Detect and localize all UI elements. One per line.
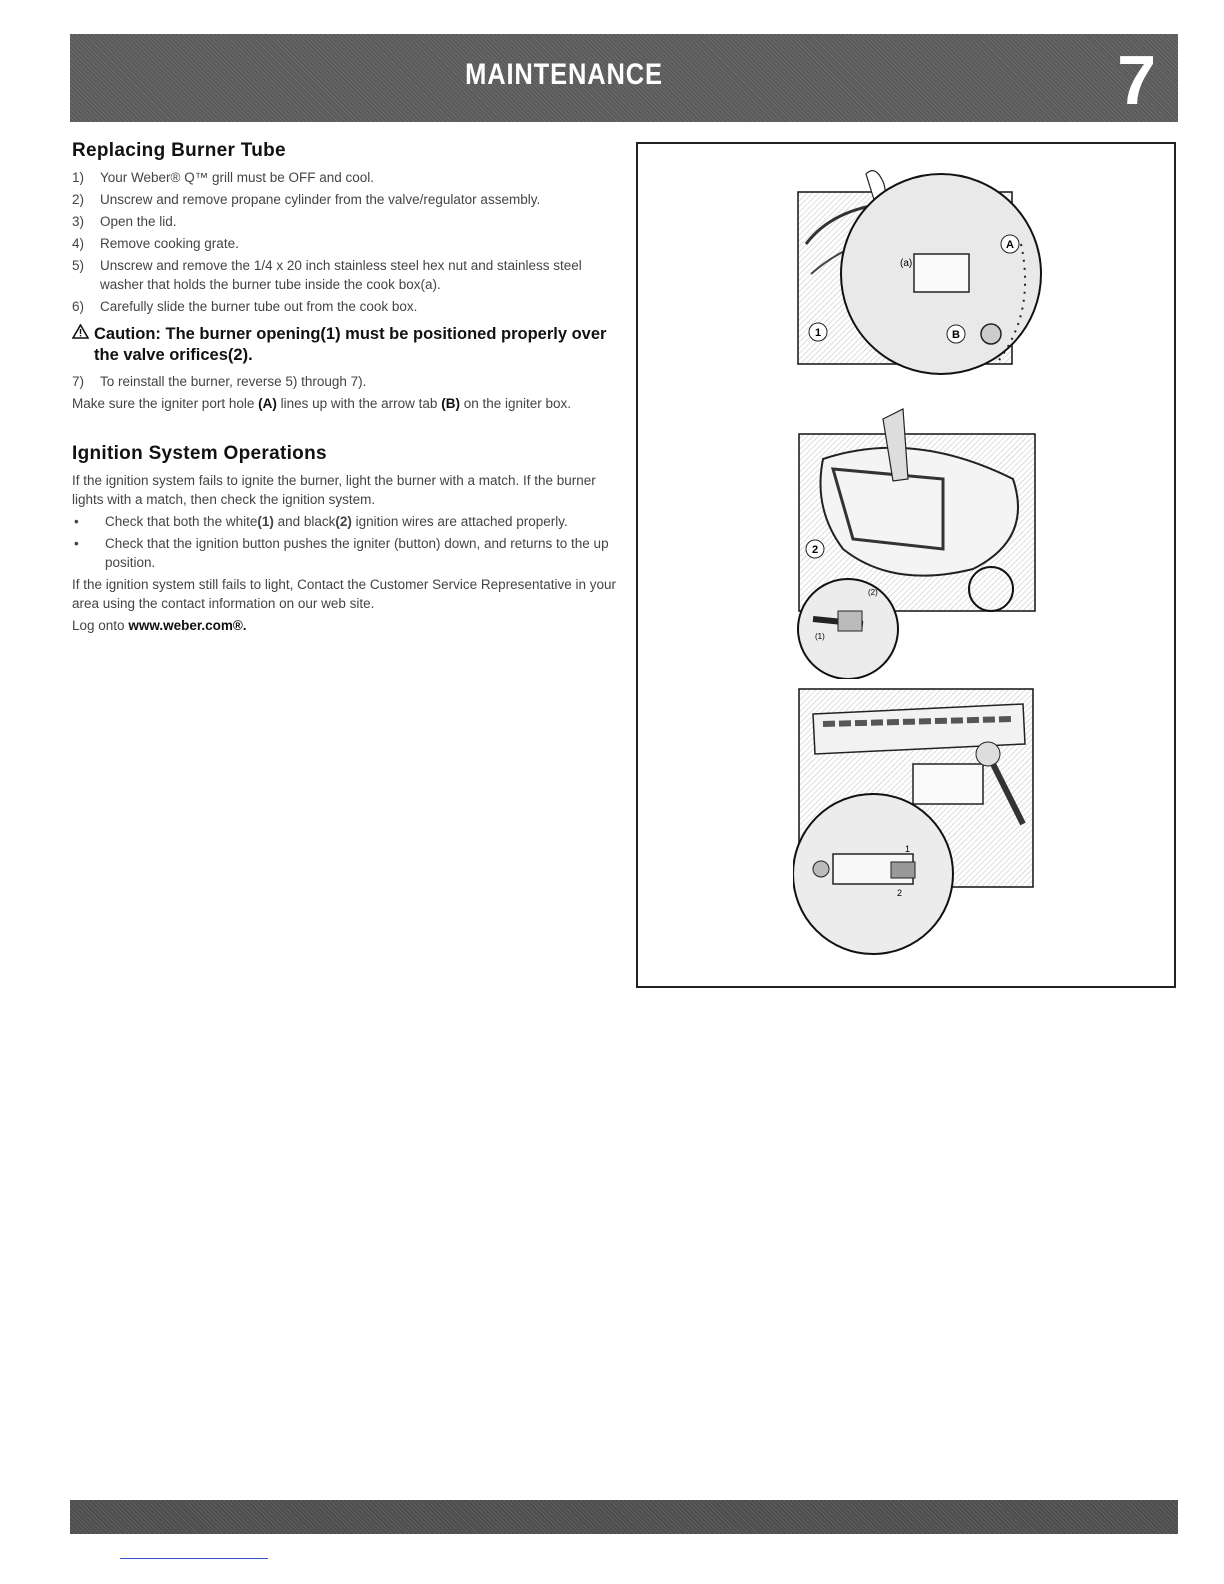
divider [120,1558,268,1559]
section-title: MAINTENANCE [465,58,663,91]
fig1-step: 1 [814,327,822,339]
step-item: 2) Unscrew and remove propane cylinder from the valve/regulator assembly. [72,192,541,207]
fig2-step: 2 [811,544,819,556]
step-item: 6) Carefully slide the burner tube out from the cook box. [72,299,418,314]
fig1-label-b: B [952,329,960,341]
step-item: 5) Unscrew and remove the 1/4 x 20 inch stainless steel hex nut and stainless steel washer that holds the burner tube inside the cook box(a). [72,258,582,292]
contact-note: If the ignition system still fails to light, Contact the Customer Service Representative in your area using the contact information on our web site. [72,577,616,611]
burner-heading: Replacing Burner Tube [72,140,286,161]
fig3-label-1: 1 [905,844,911,854]
burner-nut-illustration [796,164,1056,384]
website-link[interactable]: www.weber.com®. [128,618,247,633]
list-item: • Check that both the white(1) and black(2) ignition wires are attached properly. [74,514,568,529]
fig2-label-1: (1) [815,632,825,641]
burner-steps [72,168,617,316]
illustration-panel [636,142,1176,988]
ignition-checks [72,512,617,572]
ignition-wires-illustration [793,399,1043,679]
ignition-heading: Ignition System Operations [72,443,327,464]
chapter-number: 7 [1117,41,1156,119]
fig2-label-2: (2) [868,588,878,597]
step-item: 7) To reinstall the burner, reverse 5) through 7). [72,374,367,389]
step-item: 4) Remove cooking grate. [72,236,239,251]
ignition-intro: If the ignition system fails to ignite the burner, light the burner with a match. If the burner lights with a match, then check the ignition system. [72,473,596,507]
footer-bar [70,1500,1178,1534]
website-note: Log onto www.weber.com®. [72,618,247,633]
igniter-port-illustration [793,684,1038,959]
burner-steps-cont [72,372,617,391]
list-item: • Check that the ignition button pushes the igniter (button) down, and returns to the up position. [74,536,609,570]
fig3-label-2: 2 [897,888,903,898]
fig1-label-a: A [1006,239,1014,251]
fig1-label-small-a: (a) [900,258,913,269]
step-item: 3) Open the lid. [72,214,177,229]
caution-note: Caution: The burner opening(1) must be positioned properly over the valve orifices(2). [72,324,617,366]
section-header-banner [70,34,1178,122]
igniter-note: Make sure the igniter port hole (A) lines up with the arrow tab (B) on the igniter box. [72,396,572,411]
instructions-column [72,140,617,638]
warning-triangle-icon [72,324,94,345]
step-item: 1) Your Weber® Q™ grill must be OFF and cool. [72,170,375,185]
